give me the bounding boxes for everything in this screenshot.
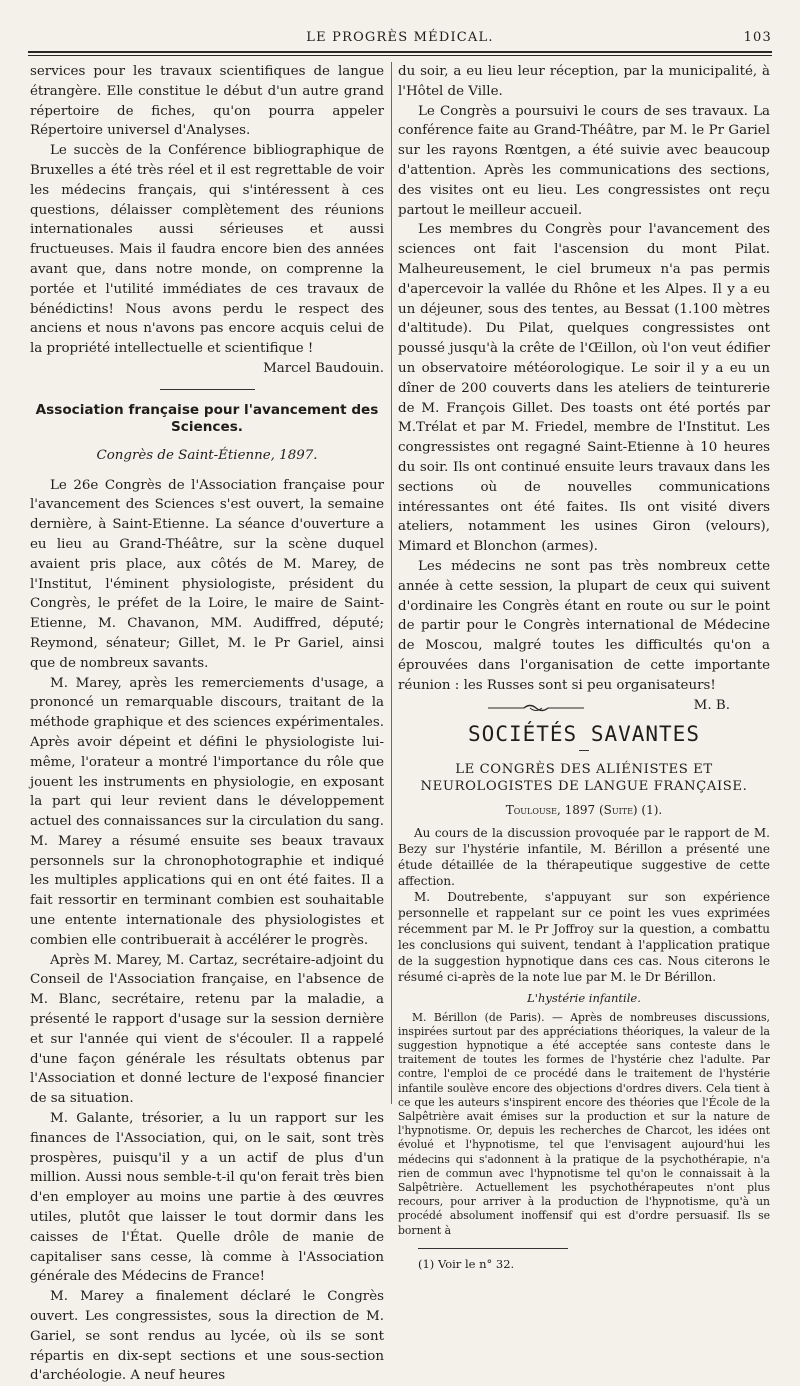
paragraph-marey: M. Marey, après les remerciements d'usage, a prononcé un remarquable discours, traitant de la méthode graphique et des sciences expérimentales. Après avoir dépeint et défini le physiologiste lui-même, l'orateur a montré l'importance du rôle que jouent les instruments en physiologie, en exposant la part qui leur revient dans le développement actuel des connaissances sur la circulation du sang. M. Marey a résumé ensuite ses beaux travaux personnels sur la chronophotographie et indiqué les multiples applications qui en ont été faites. Il a fait ressortir en terminant combien est souhaitable une entente internationale des physiologistes et combien elle contribuerait à accélérer le progrès.: [30, 675, 384, 948]
paragraph-intro: services pour les travaux scientifiques de langue étrangère. Elle constitue le début d'un autre grand répertoire de fiches, qu'on pourra appeler Répertoire universel d'Analyses.: [30, 64, 384, 139]
journal-title: LE PROGRÈS MÉDICAL.: [306, 30, 494, 45]
paragraph-brussels: Le succès de la Conférence bibliographique de Bruxelles a été très réel et il est regrettable de voir les médecins français, qui s'intéressent à ces questions, délaisser complètement des réunions internationales aussi sérieuses et aussi fructueuses. Mais il faudra encore bien des années avant que, dans notre monde, on comprenne la portée et l'utilité immédiates de ces travaux de bénédictins! Nous avons perdu le respect des anciens et nous n'avons pas encore acquis celui de la propriété intellectuelle et scientifique !: [30, 143, 384, 357]
header-rule: [28, 51, 772, 53]
signature-mb: M. B.: [693, 697, 730, 713]
running-head: [28, 30, 772, 48]
paragraph-galante: M. Galante, trésorier, a lu un rapport sur les finances de l'Association, qui, on le sait, sont très prospères, puisqu'il y a un actif de plus d'un million. Aussi nous semble-t-il qu'on ferait très bien d'en employer au moins une partie à des œuvres utiles, plutôt que laisser le tout dormir dans les caisses de l'État. Quelle drôle de manie de capitaliser sans cesse, là comme à l'Association générale des Médecins de France!: [30, 1111, 384, 1285]
paragraph-berillon: M. Bérillon (de Paris). — Après de nombreuses discussions, inspirées surtout par des appréciations théoriques, la valeur de la suggestion hypnotique a été acceptée sans conteste dans le traitement de toutes les formes de l'hystérie chez l'adulte. Par contre, l'emploi de ce procédé dans le traitement de l'hystérie infantile soulève encore des objections d'ordres divers. Cela tient à ce que les auteurs s'inspirent encore des théories que l'École de la Salpêtrière avait émises sur la production et sur la nature de l'hypnotisme. Or, depuis les recherches de Charcot, les idées ont évolué et l'hypnotisme, tel que l'envisagent aujourd'hui les médecins qui s'adonnent à la pratique de la psychothérapie, n'a rien de commun avec l'hypnotisme tel qu'on le connaissait à la Salpêtrière. Actuellement les psychothérapeutes n'ont plus recours, pour arriver à la production de l'hypnotisme, qu'à un procédé absolument inoffensif qui est d'ordre persuasif. Ils se bornent à: [398, 1010, 770, 1237]
dateline-toulouse: Toulouse, 1897 (Suite) (1).: [505, 802, 663, 817]
paragraph-cartaz: Après M. Marey, M. Cartaz, secrétaire-adjoint du Conseil de l'Association française, en l'absence de M. Blanc, secrétaire, retenu par la maladie, a présenté le rapport d'usage sur la session dernière et sur l'année qui vient de s'écouler. Il a rappelé d'une façon générale les résultats obtenus par l'Association et donné lecture de l'exposé financier de sa situation.: [30, 952, 384, 1107]
header-rule-thin: [28, 55, 772, 56]
subheading-hysterie-infantile: L'hystérie infantile.: [527, 990, 641, 1005]
short-dash: [579, 750, 589, 751]
page-number: 103: [743, 30, 772, 45]
ornament-icon: [486, 702, 586, 714]
congress-alienistes-heading: LE CONGRÈS DES ALIÉNISTES ET NEUROLOGISTES DE LANGUE FRANÇAISE.: [420, 761, 748, 794]
section-heading-association: Association française pour l'avancement des Sciences.: [35, 401, 379, 435]
paragraph-evening: du soir, a eu lieu leur réception, par la municipalité, à l'Hôtel de Ville.: [398, 64, 770, 99]
signature-baudouin: Marcel Baudouin.: [263, 360, 384, 376]
section-subheading-congres: Congrès de Saint-Étienne, 1897.: [96, 447, 318, 463]
doctors-text: Les médecins ne sont pas très nombreux cette année à cette session, la plupart de ceux qui suivent d'ordinaire les Congrès étant en route ou sur le point de partir pour le Congrès international de Médecine de Moscou, malgré toutes les difficultés qu'on a éprouvées dans l'organisation de cette importante réunion : les Russes sont si peu organisateurs!: [398, 558, 770, 693]
separator-rule: [160, 389, 255, 390]
paragraph-doutrebente: M. Doutrebente, s'appuyant sur son expérience personnelle et rappelant sur ce point les vues exprimées récemment par M. le Pr Joffroy sur la question, a combattu les conclusions qui suivent, tendant à l'application pratique de la suggestion hypnotique dans ces cas. Nous citerons le résumé ci-après de la note lue par M. le Dr Bérillon.: [398, 889, 770, 984]
paragraph-congress-open: M. Marey a finalement déclaré le Congrès ouvert. Les congressistes, sous la direction de M. Gariel, se sont rendus au lycée, où ils se sont répartis en dix-sept sections et une sous-section d'archéologie. A neuf heures: [30, 1289, 384, 1384]
ornament-divider: [398, 702, 770, 716]
paragraph-gariel: Le Congrès a poursuivi le cours de ses travaux. La conférence faite au Grand-Théâtre, par M. le Pr Gariel sur les rayons Rœntgen, a été suivie avec beaucoup d'attention. Après les communications des sections, des visites ont eu lieu. Les congressistes ont reçu partout le meilleur accueil.: [398, 103, 770, 218]
paragraph-bezy: Au cours de la discussion provoquée par le rapport de M. Bezy sur l'hystérie infantile, M. Bérillon a présenté une étude détaillée de la thérapeutique suggestive de cette affection.: [398, 825, 770, 888]
column-divider: [391, 62, 392, 1104]
footnote-rule: [418, 1248, 568, 1249]
paragraph-congress-opening: Le 26e Congrès de l'Association française pour l'avancement des Sciences s'est ouvert, la semaine dernière, à Saint-Etienne. La séance d'ouverture a eu lieu au Grand-Théâtre, sur la scène duquel avaient pris place, aux côtés de M. Marey, de l'Institut, l'éminent physiologiste, président du Congrès, le préfet de la Loire, le maire de Saint-Etienne, M. Chavanon, MM. Audiffred, député; Reymond, sénateur; Gillet, M. le Pr Gariel, ainsi que de nombreux savants.: [30, 477, 384, 671]
left-column: [30, 62, 384, 1384]
footnote: (1) Voir le n° 32.: [418, 1256, 515, 1271]
paragraph-pilat: Les membres du Congrès pour l'avancement des sciences ont fait l'ascension du mont Pilat. Malheureusement, le ciel brumeux n'a pas permis d'apercevoir la vallée du Rhône et les Alpes. Il y a eu un déjeuner, sous des tentes, au Bessat (1.100 mètres d'altitude). Du Pilat, quelques congressistes ont poussé jusqu'à la crête de l'Œillon, où l'on veut édifier un observatoire météorologique. Le soir il y a eu un dîner de 200 couverts dans les ateliers de teinturerie de M. François Gillet. Des toasts ont été portés par M.Trélat et par M. Friedel, membre de l'Institut. Les congressistes ont regagné Saint-Etienne à 10 heures du soir. Ils ont continué ensuite leurs travaux dans les sections où de nouvelles communications intéressantes ont été faites. Ils ont visité divers ateliers, notamment les usines Giron (velours), Mimard et Blonchon (armes).: [398, 222, 770, 555]
right-column: [398, 62, 770, 1271]
societes-savantes-heading: SOCIÉTÉS SAVANTES: [468, 721, 700, 746]
paragraph-doctors: [398, 557, 770, 713]
